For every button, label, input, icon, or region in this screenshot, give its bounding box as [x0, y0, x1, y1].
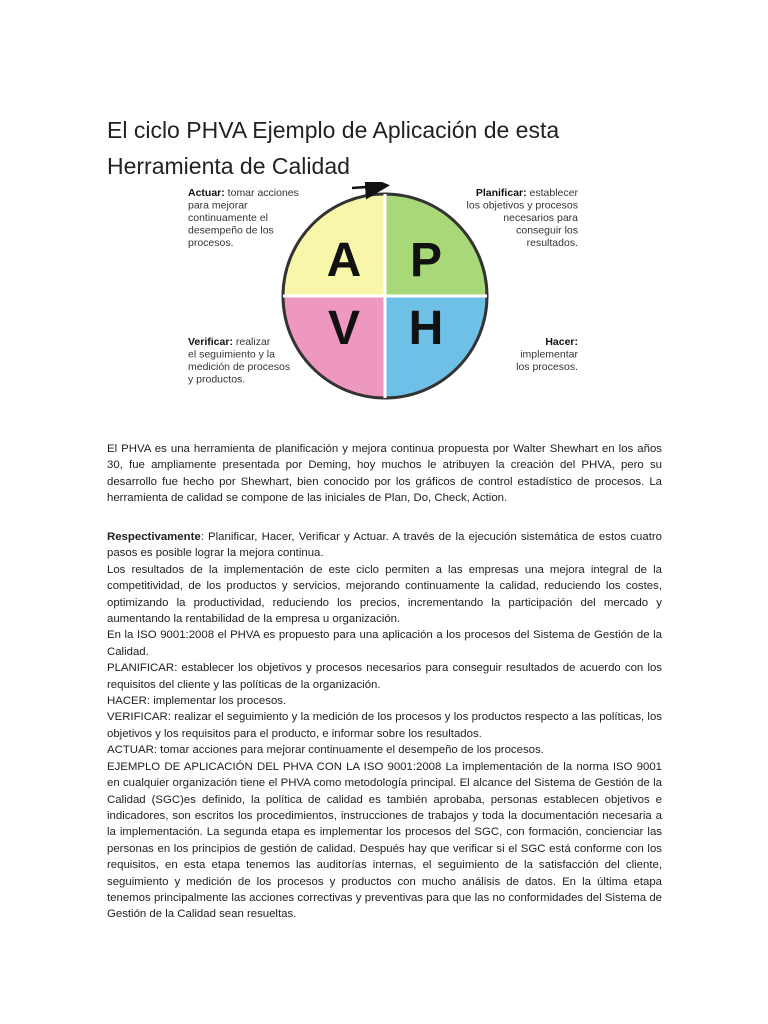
paragraph-verificar: VERIFICAR: realizar el seguimiento y la medición de los procesos y los productos respecto a las políticas, los objetivos y los requisitos para el producto, e informar sobre los resultados. [107, 711, 662, 740]
paragraph-resultados: Los resultados de la implementación de este ciclo permiten a las empresas una mejora integral de la competitividad, de los productos y servicios, mejorando continuamente la calidad, reduciendo los costes, optimizando la productividad, reduciendo los precios, incrementando la participación del mercado y aumentando la rentabilidad de la empresa u organización. [107, 563, 662, 626]
paragraph-planificar: PLANIFICAR: establecer los objetivos y procesos necesarios para conseguir resultados de acuerdo con los requisitos del cliente y las políticas de la organización. [107, 662, 662, 691]
callout-actuar: Actuar: tomar acciones para mejorar continuamente el desempeño de los procesos. [188, 187, 299, 249]
callout-hacer: Hacer: implementar los procesos. [516, 336, 578, 373]
cycle-arrow [352, 186, 380, 188]
quadrant-letter-v: V [327, 302, 361, 355]
paragraph-ejemplo: EJEMPLO DE APLICACIÓN DEL PHVA CON LA ISO 9001:2008 La implementación de la norma ISO 9001 en cualquier organización tiene el PHVA como metodología principal. El alcance del Sistema de Gestión de la Calidad (SGC)es definido, la política de calidad es también aprobaba, personas establecen objetivos e indicadores, son escritos los procedimientos, instrucciones de trabajos y toda la documentación necesaria a la implementación. La segunda etapa es implementar los procesos del SGC, con formación, concienciar las personas en los principios de gestión de calidad. Después hay que verificar si el SGC está conforme con los requisitos, en esta etapa tenemos las auditorías internas, el seguimiento de la satisfacción del cliente, seguimiento y medición de los procesos y productos con mucho análisis de datos. En la última etapa tenemos principalmente las acciones correctivas y preventivas para que las no conformidades del Sistema de Gestión de la Calidad sean resueltas. [107, 760, 662, 921]
intro-text: El PHVA es una herramienta de planificación y mejora continua propuesta por Walter Shewhart en los años 30, fue ampliamente presentada por Deming, hoy muchos le atribuyen la creación del PHVA, pero su desarrollo fue hecho por Shewhart, bien conocido por los gráficos de control estadístico de procesos. La herramienta de calidad se compone de las iniciales de Plan, Do, Check, Action. [107, 443, 662, 505]
body-section [107, 529, 662, 923]
callout-planificar: Planificar: establecer los objetivos y procesos necesarios para conseguir los resultados. [466, 187, 578, 249]
phva-circle [283, 186, 487, 398]
quadrant-letter-a: A [326, 234, 362, 287]
lead-rest-text: : Planificar, Hacer, Verificar y Actuar. A través de la ejecución sistemática de estos cuatro pasos es posible lograr la mejora continua. [107, 531, 662, 560]
page-title: El ciclo PHVA Ejemplo de Aplicación de esta Herramienta de Calidad [107, 117, 560, 179]
phva-cycle-diagram [180, 182, 590, 408]
paragraph-respectivamente [107, 529, 662, 562]
callout-verificar: Verificar: realizar el seguimiento y la medición de procesos y productos. [188, 336, 291, 386]
paragraph-iso: En la ISO 9001:2008 el PHVA es propuesto para una aplicación a los procesos del Sistema de Gestión de la Calidad. [107, 629, 662, 658]
paragraph-hacer: HACER: implementar los procesos. [107, 695, 287, 708]
quadrant-letter-h: H [408, 302, 444, 355]
intro-paragraph [107, 441, 662, 507]
quadrant-letter-p: P [409, 234, 443, 287]
paragraph-actuar: ACTUAR: tomar acciones para mejorar continuamente el desempeño de los procesos. [107, 744, 544, 757]
lead-bold-text: Respectivamente [107, 531, 201, 543]
